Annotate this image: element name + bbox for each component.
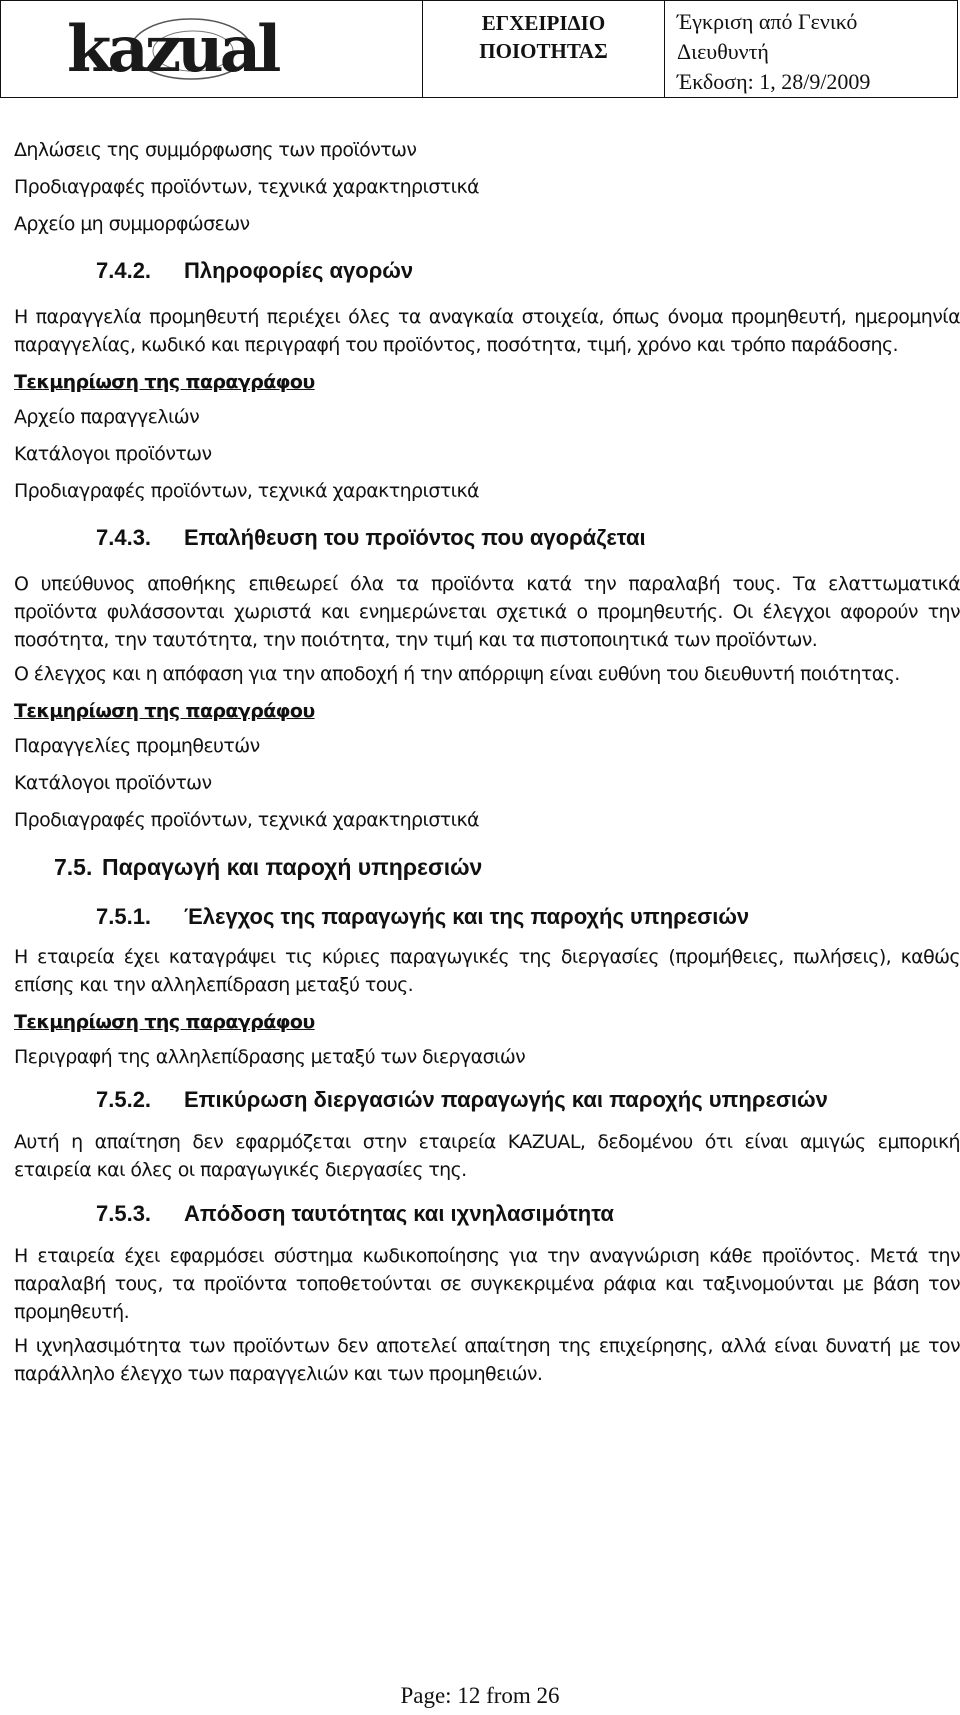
page-number: Page: 12 from 26 — [400, 1683, 560, 1708]
section-number: 7.5. — [54, 854, 93, 880]
section-title: Επαλήθευση του προϊόντος που αγοράζεται — [184, 525, 646, 550]
list-item: Περιγραφή της αλληλεπίδρασης μεταξύ των διεργασιών — [14, 1046, 526, 1068]
section-title: Παραγωγή και παροχή υπηρεσιών — [102, 854, 483, 880]
section-title: Επικύρωση διεργασιών παραγωγής και παροχής υπηρεσιών — [184, 1087, 828, 1112]
section-heading-7-5-2 — [96, 1076, 960, 1124]
kazual-logo — [63, 15, 313, 83]
doc-type-line2: ΠΟΙΟΤΗΤΑΣ — [479, 39, 608, 63]
section-number: 7.5.3. — [96, 1201, 152, 1226]
list-item: Αρχείο παραγγελιών — [14, 406, 200, 428]
section-heading-7-5 — [54, 839, 960, 895]
section-title: Απόδοση ταυτότητας και ιχνηλασιμότητα — [184, 1201, 614, 1226]
list-item: Δηλώσεις της συμμόρφωσης των προϊόντων — [14, 139, 417, 161]
svg-text:kazual: kazual — [67, 15, 278, 83]
document-header — [0, 0, 958, 98]
paragraph: Αυτή η απαίτηση δεν εφαρμόζεται στην εταιρεία KAZUAL, δεδομένου ότι είναι αμιγώς εμπορική εταιρεία και όλες οι παραγωγικές διεργασίες της. — [14, 1131, 960, 1181]
section-heading-7-4-3 — [96, 510, 960, 566]
approval-line1: Έγκριση από Γενικό — [677, 9, 858, 34]
section-heading-7-4-2 — [96, 243, 960, 299]
list-item: Κατάλογοι προϊόντων — [14, 772, 212, 794]
approval-line2: Διευθυντή — [677, 39, 769, 64]
doc-type-cell — [423, 1, 665, 97]
section-heading-7-5-1 — [96, 895, 960, 939]
list-item: Προδιαγραφές προϊόντων, τεχνικά χαρακτηριστικά — [14, 809, 479, 831]
section-heading-7-5-3 — [96, 1190, 960, 1238]
paragraph: Η εταιρεία έχει εφαρμόσει σύστημα κωδικοποίησης για την αναγνώριση κάθε προϊόντος. Μετά την παραλαβή τους, τα προϊόντα τοποθετούνται σε συγκεκριμένα ράφια και ταξινομούνται με βάση τον προμηθευτή. — [14, 1245, 960, 1323]
section-title: Πληροφορίες αγορών — [184, 258, 414, 283]
list-item: Παραγγελίες προμηθευτών — [14, 735, 260, 757]
documentation-label: Τεκμηρίωση της παραγράφου — [14, 700, 315, 722]
edition: Έκδοση: 1, 28/9/2009 — [677, 69, 871, 94]
approval-cell — [665, 1, 957, 97]
doc-type-line1: ΕΓΧΕΙΡΙΔΙΟ — [481, 11, 606, 35]
list-item: Κατάλογοι προϊόντων — [14, 443, 212, 465]
section-number: 7.5.2. — [96, 1087, 152, 1112]
paragraph: Η παραγγελία προμηθευτή περιέχει όλες τα αναγκαία στοιχεία, όπως όνομα προμηθευτή, ημερομηνία παραγγελίας, κωδικό και περιγραφή του προϊόντος, ποσότητα, τιμή, χρόνο και τρόπο παράδοσης. — [14, 306, 960, 356]
section-title: Έλεγχος της παραγωγής και της παροχής υπηρεσιών — [184, 904, 750, 929]
paragraph: Ο υπεύθυνος αποθήκης επιθεωρεί όλα τα προϊόντα κατά την παραλαβή τους. Τα ελαττωματικά προϊόντα φυλάσσονται χωριστά και ενημερώνεται σχετικά ο προμηθευτής. Οι έλεγχοι αφορούν την ποσότητα, την ταυτότητα, την ποιότητα, την τιμή και τα πιστοποιητικά των προϊόντων. — [14, 573, 960, 651]
documentation-label: Τεκμηρίωση της παραγράφου — [14, 371, 315, 393]
paragraph: Ο έλεγχος και η απόφαση για την αποδοχή ή την απόρριψη είναι ευθύνη του διευθυντή ποιότητας. — [14, 663, 900, 685]
documentation-label: Τεκμηρίωση της παραγράφου — [14, 1011, 315, 1033]
list-item: Προδιαγραφές προϊόντων, τεχνικά χαρακτηριστικά — [14, 480, 479, 502]
list-item: Αρχείο μη συμμορφώσεων — [14, 213, 250, 235]
section-number: 7.4.3. — [96, 525, 152, 550]
section-number: 7.5.1. — [96, 904, 152, 929]
paragraph: Η εταιρεία έχει καταγράψει τις κύριες παραγωγικές της διεργασίες (προμήθειες, πωλήσεις), καθώς επίσης και την αλληλεπίδραση μεταξύ τους. — [14, 946, 960, 996]
logo-cell — [1, 1, 423, 97]
page-content — [14, 132, 960, 1394]
list-item: Προδιαγραφές προϊόντων, τεχνικά χαρακτηριστικά — [14, 176, 479, 198]
paragraph: Η ιχνηλασιμότητα των προϊόντων δεν αποτελεί απαίτηση της επιχείρησης, αλλά είναι δυνατή με τον παράλληλο έλεγχο των παραγγελιών και των προμηθειών. — [14, 1335, 960, 1385]
section-number: 7.4.2. — [96, 258, 152, 283]
